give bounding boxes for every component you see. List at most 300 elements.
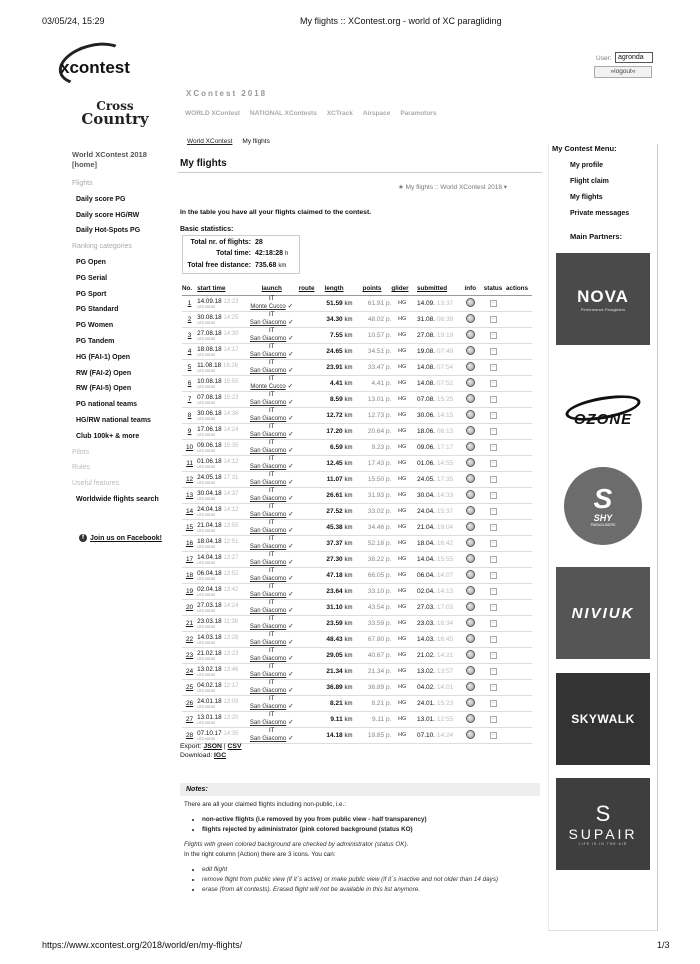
status-checkbox[interactable]: - xyxy=(490,300,497,307)
flight-number-link[interactable]: 2 xyxy=(182,311,197,327)
launch-cell: IT San Giacomo ✓ xyxy=(245,663,299,679)
globe-icon[interactable] xyxy=(466,362,475,371)
status-cell xyxy=(480,439,506,455)
sidebar-item[interactable]: PG Sport xyxy=(76,290,107,298)
facebook-icon: f xyxy=(79,534,87,542)
start-time-cell: 27.08.18 14:30 UTC+02:00 xyxy=(197,327,245,343)
flight-number-link[interactable]: 16 xyxy=(182,535,197,551)
sponsor-skywalk[interactable] xyxy=(556,673,650,765)
notes-line2: Flights with green colored background are checked by administrator (status OK). xyxy=(184,841,409,848)
status-checkbox[interactable]: - xyxy=(490,444,497,451)
col-launch[interactable]: launch xyxy=(245,283,299,295)
submitted-cell: 21.04. 19:04 xyxy=(413,519,461,535)
flight-number-link[interactable]: 5 xyxy=(182,359,197,375)
length-cell: 8.21 km xyxy=(316,695,353,711)
flight-number-link[interactable]: 20 xyxy=(182,599,197,615)
col-start-time[interactable]: start time xyxy=(197,283,245,295)
sub-nav xyxy=(187,138,270,145)
sidebar-item[interactable]: Daily Hot-Spots PG xyxy=(76,227,141,235)
flight-number-link[interactable]: 7 xyxy=(182,391,197,407)
launch-site-link[interactable]: San Giacomo xyxy=(249,655,287,662)
status-checkbox[interactable]: - xyxy=(490,540,497,547)
table-row xyxy=(182,295,532,311)
globe-icon[interactable] xyxy=(466,410,475,419)
status-checkbox[interactable]: - xyxy=(490,604,497,611)
check-icon: ✓ xyxy=(288,702,294,710)
globe-icon[interactable] xyxy=(466,442,475,451)
launch-cell: IT San Giacomo ✓ xyxy=(245,615,299,631)
launch-site-link[interactable]: San Giacomo xyxy=(249,511,287,518)
check-icon: ✓ xyxy=(288,542,294,550)
sponsor-shy[interactable] xyxy=(556,460,650,552)
flight-number-link[interactable]: 8 xyxy=(182,407,197,423)
sidebar-item[interactable]: PG Women xyxy=(76,322,114,330)
launch-cell: IT San Giacomo ✓ xyxy=(245,487,299,503)
sidebar-item[interactable]: RW (FAI-2) Open xyxy=(76,369,132,377)
notes-heading: Notes: xyxy=(180,783,540,796)
table-row xyxy=(182,631,532,647)
launch-site-link[interactable]: Monte Cucco xyxy=(250,303,286,310)
col-glider[interactable]: glider xyxy=(391,283,413,295)
status-cell xyxy=(480,663,506,679)
site-year-title: XContest 2018 xyxy=(186,89,268,98)
skywalk-logo-text: SKYWALK xyxy=(571,712,635,726)
sidebar-item: Rules xyxy=(72,464,90,472)
nav-xctrack[interactable]: XCTrack xyxy=(326,110,353,117)
sidebar-item[interactable]: PG Tandem xyxy=(76,337,115,345)
status-cell xyxy=(480,695,506,711)
actions-cell xyxy=(506,583,532,599)
flight-number-link[interactable]: 14 xyxy=(182,503,197,519)
route-cell xyxy=(299,455,316,471)
status-cell xyxy=(480,599,506,615)
globe-icon[interactable] xyxy=(466,346,475,355)
status-checkbox[interactable]: - xyxy=(490,396,497,403)
status-checkbox[interactable]: - xyxy=(490,588,497,595)
globe-icon[interactable] xyxy=(466,602,475,611)
length-cell: 24.65 km xyxy=(316,343,353,359)
info-cell xyxy=(461,631,480,647)
col-length[interactable]: length xyxy=(316,283,353,295)
status-checkbox[interactable]: - xyxy=(490,476,497,483)
points-cell: 33.10 p. xyxy=(353,583,392,599)
actions-cell xyxy=(506,455,532,471)
check-icon: ✓ xyxy=(288,526,294,534)
actions-cell xyxy=(506,647,532,663)
flight-number-link[interactable]: 4 xyxy=(182,343,197,359)
launch-cell: IT San Giacomo ✓ xyxy=(245,503,299,519)
flight-number-link[interactable]: 24 xyxy=(182,663,197,679)
start-time-cell: 18.04.18 12:51 UTC+02:00 xyxy=(197,535,245,551)
launch-site-link[interactable]: San Giacomo xyxy=(249,399,287,406)
launch-site-link[interactable]: San Giacomo xyxy=(249,559,287,566)
sponsor-ozone[interactable] xyxy=(556,366,650,458)
launch-site-link[interactable]: San Giacomo xyxy=(249,703,287,710)
start-time-cell: 02.04.18 13:42 UTC+02:00 xyxy=(197,583,245,599)
flight-number-link[interactable]: 1 xyxy=(182,295,197,311)
table-row xyxy=(182,343,532,359)
globe-icon[interactable] xyxy=(466,634,475,643)
status-checkbox[interactable]: - xyxy=(490,636,497,643)
menu-my-profile[interactable]: My profile xyxy=(570,162,604,169)
col-route[interactable]: route xyxy=(299,283,316,295)
status-checkbox[interactable]: - xyxy=(490,684,497,691)
xcontest-logo[interactable] xyxy=(58,44,168,86)
status-checkbox[interactable]: - xyxy=(490,572,497,579)
launch-site-link[interactable]: San Giacomo xyxy=(249,575,287,582)
check-icon: ✓ xyxy=(288,734,294,742)
points-cell: 21.34 p. xyxy=(353,663,392,679)
stat-row xyxy=(185,237,297,248)
actions-cell xyxy=(506,295,532,311)
launch-cell: IT San Giacomo ✓ xyxy=(245,551,299,567)
nav-airspace[interactable]: Airspace xyxy=(362,110,391,117)
col-submitted[interactable]: submitted xyxy=(413,283,461,295)
sidebar-item[interactable]: PG Serial xyxy=(76,274,108,282)
flight-number-link[interactable]: 12 xyxy=(182,471,197,487)
download-igc-link[interactable]: IGC xyxy=(214,752,227,759)
check-icon: ✓ xyxy=(288,510,294,518)
flight-number-link[interactable]: 3 xyxy=(182,327,197,343)
start-time-cell: 30.04.18 14:37 UTC+02:00 xyxy=(197,487,245,503)
intro-text: In the table you have all your flights claimed to the contest. xyxy=(180,209,372,216)
flight-number-link[interactable]: 27 xyxy=(182,711,197,727)
start-time-cell: 24.01.18 13:09 UTC+02:00 xyxy=(197,695,245,711)
flight-number-link[interactable]: 28 xyxy=(182,727,197,743)
table-row xyxy=(182,647,532,663)
length-cell: 48.43 km xyxy=(316,631,353,647)
stats-box xyxy=(182,235,300,274)
submitted-cell: 14.08. 07:52 xyxy=(413,375,461,391)
status-checkbox[interactable]: - xyxy=(490,652,497,659)
flight-number-link[interactable]: 19 xyxy=(182,583,197,599)
flight-number-link[interactable]: 18 xyxy=(182,567,197,583)
flights-table xyxy=(182,283,532,744)
info-cell xyxy=(461,487,480,503)
status-checkbox[interactable]: - xyxy=(490,700,497,707)
username-field[interactable]: agronda xyxy=(615,52,653,63)
start-time-cell: 21.02.18 13:23 UTC+02:00 xyxy=(197,647,245,663)
nav-national[interactable]: NATIONAL XContests xyxy=(249,110,317,117)
launch-site-link[interactable]: San Giacomo xyxy=(249,671,287,678)
globe-icon[interactable] xyxy=(466,650,475,659)
menu-private-messages[interactable]: Private messages xyxy=(570,210,630,217)
launch-cell: IT San Giacomo ✓ xyxy=(245,471,299,487)
col-points[interactable]: points xyxy=(353,283,392,295)
status-checkbox[interactable]: - xyxy=(490,348,497,355)
logout-button[interactable]: »logout« xyxy=(594,66,652,78)
table-row xyxy=(182,567,532,583)
launch-cell: IT San Giacomo ✓ xyxy=(245,311,299,327)
launch-site-link[interactable]: San Giacomo xyxy=(249,415,287,422)
status-checkbox[interactable]: - xyxy=(490,428,497,435)
table-row xyxy=(182,535,532,551)
print-date: 03/05/24, 15:29 xyxy=(42,16,105,26)
glider-cell: HG xyxy=(391,455,413,471)
info-cell xyxy=(461,551,480,567)
note-bullet: • non-active flights (i.e removed by you from public view - half transparency) xyxy=(202,815,534,825)
status-checkbox[interactable]: - xyxy=(490,524,497,531)
status-checkbox[interactable]: - xyxy=(490,492,497,499)
globe-icon[interactable] xyxy=(466,394,475,403)
menu-my-flights[interactable]: My flights xyxy=(570,194,603,201)
cross-country-logo[interactable] xyxy=(70,100,160,126)
route-cell xyxy=(299,311,316,327)
sidebar-item[interactable]: HG/RW national teams xyxy=(76,416,151,424)
flight-number-link[interactable]: 15 xyxy=(182,519,197,535)
globe-icon[interactable] xyxy=(466,586,475,595)
launch-site-link[interactable]: San Giacomo xyxy=(249,479,287,486)
table-row xyxy=(182,487,532,503)
flight-number-link[interactable]: 17 xyxy=(182,551,197,567)
flight-number-link[interactable]: 9 xyxy=(182,423,197,439)
globe-icon[interactable] xyxy=(466,570,475,579)
launch-site-link[interactable]: San Giacomo xyxy=(249,607,287,614)
globe-icon[interactable] xyxy=(466,314,475,323)
flight-number-link[interactable]: 10 xyxy=(182,439,197,455)
globe-icon[interactable] xyxy=(466,298,475,307)
submitted-cell: 19.08. 07:49 xyxy=(413,343,461,359)
cc-logo-line1: Cross xyxy=(96,99,134,113)
sidebar-item: Useful features xyxy=(72,480,120,488)
actions-cell xyxy=(506,423,532,439)
check-icon: ✓ xyxy=(288,494,294,502)
sidebar-item[interactable]: RW (FAI-5) Open xyxy=(76,385,132,393)
globe-icon[interactable] xyxy=(466,554,475,563)
globe-icon[interactable] xyxy=(466,490,475,499)
launch-site-link[interactable]: San Giacomo xyxy=(249,447,287,454)
menu-flight-claim[interactable]: Flight claim xyxy=(570,178,609,185)
status-checkbox[interactable]: - xyxy=(490,332,497,339)
export-json-link[interactable]: JSON xyxy=(203,743,222,750)
globe-icon[interactable] xyxy=(466,698,475,707)
sidebar-item[interactable]: Daily score PG xyxy=(76,195,126,203)
sponsor-supair[interactable] xyxy=(556,778,650,870)
globe-icon[interactable] xyxy=(466,666,475,675)
flight-number-link[interactable]: 13 xyxy=(182,487,197,503)
sidebar-heading[interactable]: World XContest 2018 [home] xyxy=(72,150,147,169)
partners-heading: Main Partners: xyxy=(570,232,623,241)
launch-site-link[interactable]: San Giacomo xyxy=(249,463,287,470)
launch-site-link[interactable]: San Giacomo xyxy=(249,495,287,502)
launch-site-link[interactable]: San Giacomo xyxy=(249,543,287,550)
sponsor-niviuk[interactable] xyxy=(556,567,650,659)
nav-world[interactable]: WORLD XContest xyxy=(185,110,240,117)
flight-number-link[interactable]: 26 xyxy=(182,695,197,711)
col-no: No. xyxy=(182,283,197,295)
status-checkbox[interactable]: - xyxy=(490,556,497,563)
export-label: Export: xyxy=(180,743,202,750)
route-cell xyxy=(299,679,316,695)
check-icon: ✓ xyxy=(288,462,294,470)
globe-icon[interactable] xyxy=(466,682,475,691)
status-cell xyxy=(480,551,506,567)
launch-site-link[interactable]: San Giacomo xyxy=(249,527,287,534)
glider-cell: HG xyxy=(391,599,413,615)
launch-site-link[interactable]: San Giacomo xyxy=(249,719,287,726)
sidebar-item[interactable]: PG Open xyxy=(76,258,106,266)
status-checkbox[interactable]: - xyxy=(490,620,497,627)
sponsor-nova[interactable] xyxy=(556,253,650,345)
globe-icon[interactable] xyxy=(466,618,475,627)
flight-number-link[interactable]: 11 xyxy=(182,455,197,471)
info-cell xyxy=(461,471,480,487)
flight-number-link[interactable]: 6 xyxy=(182,375,197,391)
flight-number-link[interactable]: 25 xyxy=(182,679,197,695)
globe-icon[interactable] xyxy=(466,522,475,531)
launch-site-link[interactable]: San Giacomo xyxy=(249,591,287,598)
stat-key: Total nr. of flights: xyxy=(190,239,251,246)
export-section xyxy=(180,742,241,760)
info-cell xyxy=(461,519,480,535)
status-checkbox[interactable]: - xyxy=(490,364,497,371)
launch-site-link[interactable]: Monte Cucco xyxy=(250,383,286,390)
table-row xyxy=(182,359,532,375)
status-cell xyxy=(480,711,506,727)
launch-site-link[interactable]: San Giacomo xyxy=(249,319,287,326)
sidebar-item[interactable]: HG (FAI-1) Open xyxy=(76,353,131,361)
start-time-cell: 14.04.18 13:27 UTC+02:00 xyxy=(197,551,245,567)
facebook-link[interactable] xyxy=(79,534,162,542)
actions-cell xyxy=(506,663,532,679)
info-cell xyxy=(461,679,480,695)
start-time-cell: 27.03.18 14:24 UTC+02:00 xyxy=(197,599,245,615)
launch-site-link[interactable]: San Giacomo xyxy=(249,623,287,630)
info-cell xyxy=(461,615,480,631)
info-cell xyxy=(461,567,480,583)
launch-site-link[interactable]: San Giacomo xyxy=(249,687,287,694)
globe-icon[interactable] xyxy=(466,458,475,467)
glider-cell: HG xyxy=(391,391,413,407)
submitted-cell: 14.03. 16:45 xyxy=(413,631,461,647)
check-icon: ✓ xyxy=(288,670,294,678)
points-cell: 31.93 p. xyxy=(353,487,392,503)
table-row xyxy=(182,663,532,679)
globe-icon[interactable] xyxy=(466,330,475,339)
route-cell xyxy=(299,327,316,343)
launch-site-link[interactable]: San Giacomo xyxy=(249,367,287,374)
subnav-current: My flights xyxy=(242,138,270,145)
launch-cell: IT Monte Cucco ✓ xyxy=(245,375,299,391)
globe-icon[interactable] xyxy=(466,426,475,435)
submitted-cell: 24.05. 17:35 xyxy=(413,471,461,487)
status-cell xyxy=(480,503,506,519)
length-cell: 26.61 km xyxy=(316,487,353,503)
route-cell xyxy=(299,583,316,599)
check-icon: ✓ xyxy=(287,302,294,310)
launch-site-link[interactable]: San Giacomo xyxy=(249,351,287,358)
length-cell: 23.91 km xyxy=(316,359,353,375)
contest-menu xyxy=(552,144,652,222)
nav-paramotors[interactable]: Paramotors xyxy=(400,110,437,117)
route-cell xyxy=(299,407,316,423)
sidebar-item[interactable]: PG national teams xyxy=(76,401,138,409)
globe-icon[interactable] xyxy=(466,378,475,387)
supair-s-icon: S xyxy=(595,801,611,826)
submitted-cell: 31.08. 06:39 xyxy=(413,311,461,327)
info-cell xyxy=(461,311,480,327)
flight-number-link[interactable]: 21 xyxy=(182,615,197,631)
glider-cell: HG xyxy=(391,327,413,343)
status-checkbox[interactable]: - xyxy=(490,412,497,419)
globe-icon[interactable] xyxy=(466,538,475,547)
subnav-world[interactable]: World XContest xyxy=(187,138,233,145)
launch-cell: IT San Giacomo ✓ xyxy=(245,711,299,727)
actions-cell xyxy=(506,503,532,519)
flight-number-link[interactable]: 22 xyxy=(182,631,197,647)
glider-cell: HG xyxy=(391,583,413,599)
status-checkbox[interactable]: - xyxy=(490,732,497,739)
start-time-cell: 30.06.18 14:36 UTC+02:00 xyxy=(197,407,245,423)
col-info: info xyxy=(461,283,480,295)
breadcrumb[interactable]: ★ My flights :: World XContest 2018 ▾ xyxy=(398,184,508,191)
actions-cell xyxy=(506,631,532,647)
sidebar-item[interactable]: Worldwide flights search xyxy=(76,495,159,503)
info-cell xyxy=(461,391,480,407)
launch-site-link[interactable]: San Giacomo xyxy=(249,735,287,742)
status-checkbox[interactable]: - xyxy=(490,508,497,515)
points-cell: 43.54 p. xyxy=(353,599,392,615)
flight-number-link[interactable]: 23 xyxy=(182,647,197,663)
table-row xyxy=(182,519,532,535)
info-cell xyxy=(461,295,480,311)
points-cell: 67.80 p. xyxy=(353,631,392,647)
status-checkbox[interactable]: - xyxy=(490,460,497,467)
globe-icon[interactable] xyxy=(466,474,475,483)
supair-tagline: LIFE IS IN THE AIR xyxy=(578,842,628,846)
submitted-cell: 24.01. 15:23 xyxy=(413,695,461,711)
status-checkbox[interactable]: - xyxy=(490,380,497,387)
table-header-row xyxy=(182,283,532,295)
glider-cell: HG xyxy=(391,551,413,567)
status-checkbox[interactable]: - xyxy=(490,668,497,675)
globe-icon[interactable] xyxy=(466,714,475,723)
route-cell xyxy=(299,487,316,503)
route-cell xyxy=(299,567,316,583)
info-cell xyxy=(461,663,480,679)
actions-cell xyxy=(506,311,532,327)
info-cell xyxy=(461,647,480,663)
status-checkbox[interactable]: - xyxy=(490,316,497,323)
launch-cell: IT San Giacomo ✓ xyxy=(245,535,299,551)
sidebar-item[interactable]: Club 100k+ & more xyxy=(76,432,140,440)
glider-cell: HG xyxy=(391,615,413,631)
submitted-cell: 14.09. 13:37 xyxy=(413,295,461,311)
info-cell xyxy=(461,711,480,727)
submitted-cell: 13.01. 12:55 xyxy=(413,711,461,727)
sidebar-item: Ranking categories xyxy=(72,243,132,251)
check-icon: ✓ xyxy=(288,430,294,438)
status-cell xyxy=(480,327,506,343)
points-cell: 36.89 p. xyxy=(353,679,392,695)
sidebar-item[interactable]: PG Standard xyxy=(76,306,119,314)
status-checkbox[interactable]: - xyxy=(490,716,497,723)
info-cell xyxy=(461,727,480,743)
launch-site-link[interactable]: San Giacomo xyxy=(249,639,287,646)
globe-icon[interactable] xyxy=(466,730,475,739)
globe-icon[interactable] xyxy=(466,506,475,515)
launch-site-link[interactable]: San Giacomo xyxy=(249,335,287,342)
launch-site-link[interactable]: San Giacomo xyxy=(249,431,287,438)
length-cell: 45.38 km xyxy=(316,519,353,535)
actions-cell xyxy=(506,487,532,503)
launch-cell: IT San Giacomo ✓ xyxy=(245,359,299,375)
sidebar-item[interactable]: Daily score HG/RW xyxy=(76,211,140,219)
glider-cell: HG xyxy=(391,423,413,439)
points-cell: 33.47 p. xyxy=(353,359,392,375)
table-row xyxy=(182,423,532,439)
export-csv-link[interactable]: CSV xyxy=(227,743,242,750)
